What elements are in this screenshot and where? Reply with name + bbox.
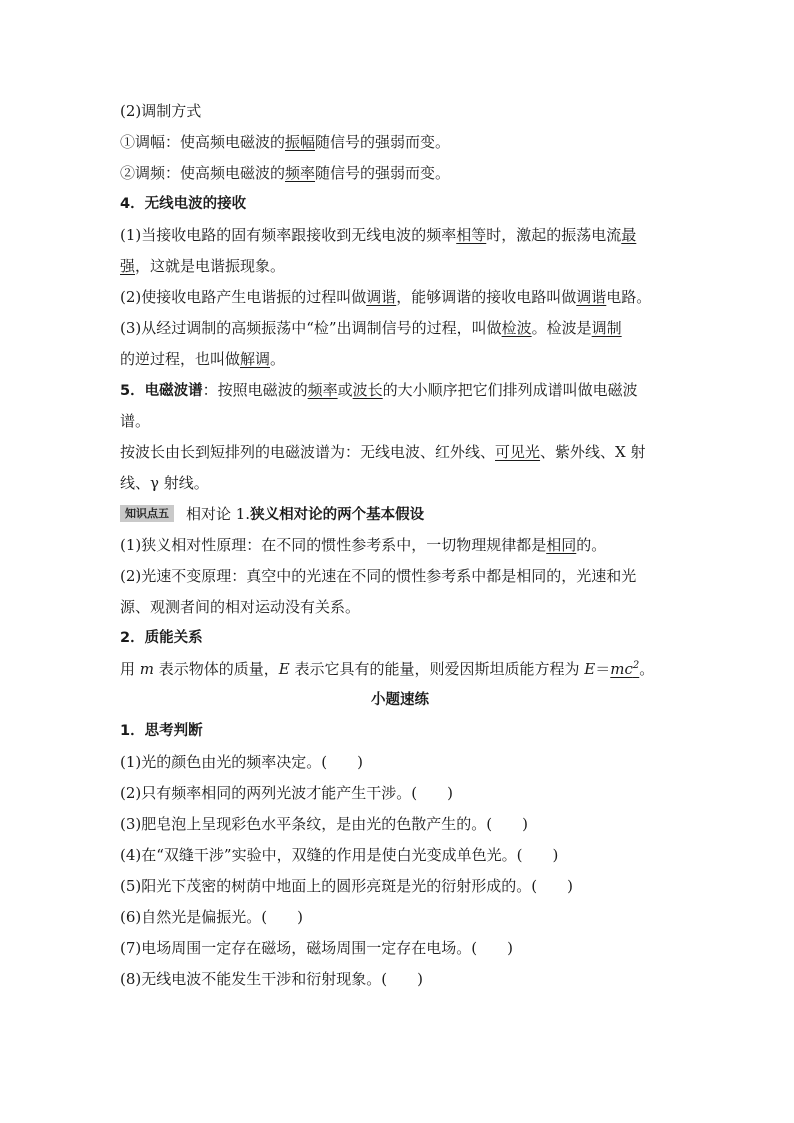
reception-p3-line2 xyxy=(120,344,680,375)
judgement-item: (8)无线电波不能发生干涉和衍射现象。( ) xyxy=(120,970,423,988)
text: 、紫外线、X 射 xyxy=(540,443,646,461)
answer-frequency: 频率 xyxy=(307,381,338,399)
practice-title: 小题速练 xyxy=(371,692,429,708)
text: 的大小顺序把它们排列成谱叫做电磁波 xyxy=(382,381,638,399)
text: 按波长由长到短排列的电磁波谱为：无线电波、红外线、 xyxy=(120,443,496,461)
am-text-end: 随信号的强弱而变。 xyxy=(315,133,451,151)
answer-same: 相同 xyxy=(546,536,577,554)
knowledge-point-badge: 知识点五 xyxy=(120,505,174,522)
text: (1)狭义相对性原理：在不同的惯性参考系中，一切物理规律都是 xyxy=(120,536,547,554)
spectrum-heading: 5．电磁波谱 xyxy=(120,383,203,399)
mass-energy-heading: 2．质能关系 xyxy=(120,630,203,646)
text: 。检波是 xyxy=(531,319,592,337)
answer-demodulation: 解调 xyxy=(240,350,271,368)
text: ，能够调谐的接收电路叫做 xyxy=(396,288,577,306)
text: ：按照电磁波的 xyxy=(202,381,308,399)
reception-p1-line1 xyxy=(120,220,680,251)
exponent: 2 xyxy=(632,660,640,671)
text: 或 xyxy=(337,381,353,399)
equals: ＝ xyxy=(595,660,611,678)
am-answer: 振幅 xyxy=(285,133,316,151)
reception-heading: 4．无线电波的接收 xyxy=(120,196,247,212)
relativity-p2-line1: (2)光速不变原理：真空中的光速在不同的惯性参考系中都是相同的，光速和光 xyxy=(120,567,637,585)
text: 用 xyxy=(120,660,140,678)
modulation-heading: (2)调制方式 xyxy=(120,102,202,120)
fm-text: ②调频：使高频电磁波的 xyxy=(120,164,286,182)
spectrum-line2: 谱。 xyxy=(120,412,151,430)
var-e2: E xyxy=(584,660,596,678)
relativity-p1 xyxy=(120,530,680,561)
answer-wavelength: 波长 xyxy=(352,381,383,399)
var-m: m xyxy=(139,660,155,678)
judgement-item: (5)阳光下茂密的树荫中地面上的圆形亮斑是光的衍射形成的。( ) xyxy=(120,877,573,895)
judgement-item: (6)自然光是偏振光。( ) xyxy=(120,908,303,926)
reception-p1-line2 xyxy=(120,251,680,282)
judgement-item: (4)在“双缝干涉”实验中，双缝的作用是使白光变成单色光。( ) xyxy=(120,846,559,864)
judgement-item: (2)只有频率相同的两列光波才能产生干涉。( ) xyxy=(120,784,453,802)
mc: mc xyxy=(610,660,633,678)
am-line xyxy=(120,127,680,158)
relativity-p2-line2: 源、观测者间的相对运动没有关系。 xyxy=(120,598,361,616)
var-e: E xyxy=(278,660,290,678)
text: 。 xyxy=(270,350,286,368)
spectrum-order-line1 xyxy=(120,437,680,468)
text: ，这就是电谐振现象。 xyxy=(135,257,286,275)
text: (1)当接收电路的固有频率跟接收到无线电波的频率 xyxy=(120,226,457,244)
answer-strong: 强 xyxy=(120,257,136,275)
reception-p3-line1 xyxy=(120,313,680,344)
text: 相对论 1. xyxy=(186,505,251,523)
judgement-item: (7)电场周围一定存在磁场，磁场周围一定存在电场。( ) xyxy=(120,939,513,957)
text: (3)从经过调制的高频振荡中“检”出调制信号的过程，叫做 xyxy=(120,319,502,337)
text: 电路。 xyxy=(606,288,652,306)
spectrum-line1 xyxy=(120,375,680,406)
text: 的逆过程，也叫做 xyxy=(120,350,241,368)
answer-tuning: 调谐 xyxy=(366,288,397,306)
text: (2)使接收电路产生电谐振的过程叫做 xyxy=(120,288,367,306)
fm-line xyxy=(120,158,680,189)
fm-answer: 频率 xyxy=(285,164,316,182)
reception-p2 xyxy=(120,282,680,313)
answer-max: 最 xyxy=(621,226,637,244)
section5-subheading: 狭义相对论的两个基本假设 xyxy=(250,507,425,523)
text: 表示物体的质量， xyxy=(154,660,279,678)
answer-tuning2: 调谐 xyxy=(576,288,607,306)
am-text: ①调幅：使高频电磁波的 xyxy=(120,133,286,151)
fm-text-end: 随信号的强弱而变。 xyxy=(315,164,451,182)
text: 时，激起的振荡电流 xyxy=(486,226,622,244)
mass-energy-line xyxy=(120,654,680,685)
text: 的。 xyxy=(576,536,607,554)
answer-detection: 检波 xyxy=(501,319,532,337)
text: 表示它具有的能量，则爱因斯坦质能方程为 xyxy=(289,660,585,678)
judgement-item: (3)肥皂泡上呈现彩色水平条纹，是由光的色散产生的。( ) xyxy=(120,815,528,833)
answer-modulation: 调制 xyxy=(591,319,622,337)
document-page xyxy=(120,96,680,995)
section5-title xyxy=(120,499,680,530)
spectrum-order-line2: 线、γ 射线。 xyxy=(120,474,209,492)
text: 。 xyxy=(639,660,655,678)
judgement-item: (1)光的颜色由光的频率决定。( ) xyxy=(120,753,363,771)
answer-mc2 xyxy=(610,660,639,678)
answer-equal: 相等 xyxy=(456,226,487,244)
practice-heading: 1．思考判断 xyxy=(120,723,203,739)
answer-visible-light: 可见光 xyxy=(495,443,541,461)
